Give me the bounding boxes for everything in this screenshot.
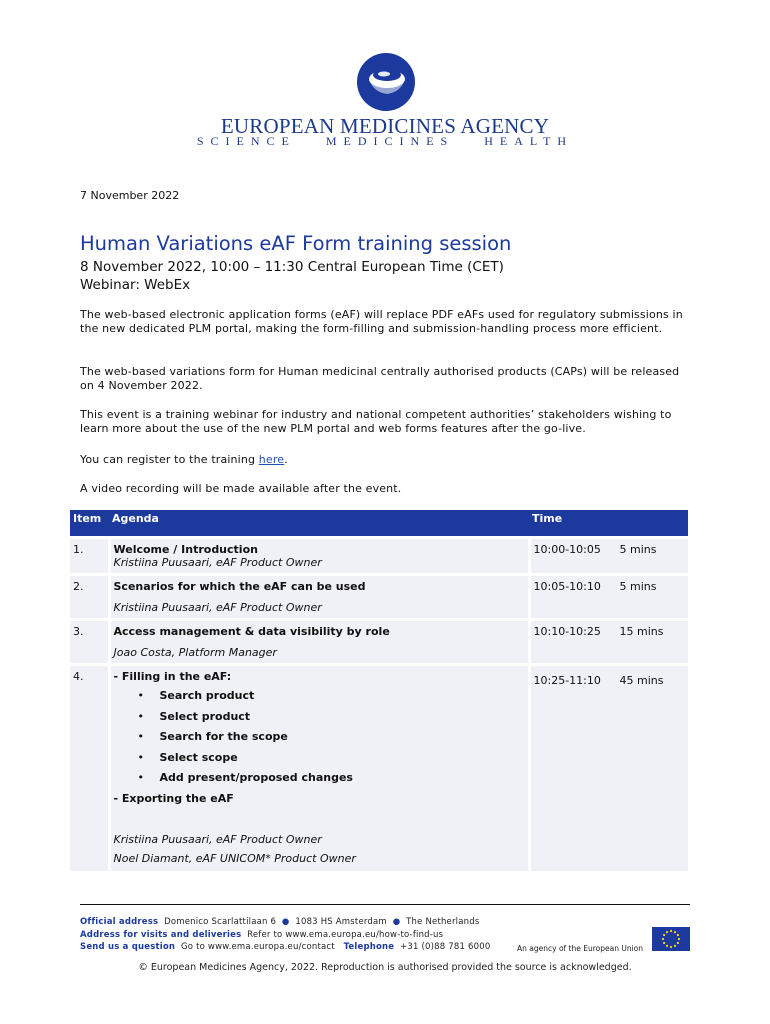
item-duration: 45 mins — [617, 665, 689, 871]
table-row — [70, 538, 688, 575]
eu-tagline: An agency of the European Union — [517, 944, 644, 953]
item-speaker: Kristiina Puusaari, eAF Product Owner — [113, 832, 322, 846]
list-item: • Search product — [114, 689, 525, 710]
list-item: • Select product — [114, 710, 525, 731]
document-date: 7 November 2022 — [80, 189, 180, 202]
list-item: • Add present/proposed changes — [114, 771, 525, 792]
question-value: Go to www.ema.europa.eu/contact — [181, 942, 335, 952]
item-duration: 5 mins — [617, 575, 689, 620]
event-details — [80, 258, 504, 294]
telephone-value: +31 (0)88 781 6000 — [400, 942, 491, 952]
item-duration: 5 mins — [617, 538, 689, 575]
agenda-header-row — [70, 510, 688, 538]
footer-visits — [80, 930, 443, 940]
register-paragraph — [80, 453, 690, 467]
address-street: Domenico Scarlattilaan 6 — [164, 917, 277, 927]
item-number: 1. — [70, 538, 109, 575]
item-time: 10:05-10:10 — [529, 575, 617, 620]
item-speaker: Kristiina Puusaari, eAF Product Owner — [113, 556, 322, 569]
telephone-label: Telephone — [343, 942, 395, 952]
item-time: 10:00-10:05 — [529, 538, 617, 575]
agency-name: EUROPEAN MEDICINES AGENCY — [220, 114, 550, 138]
agenda-cell — [109, 665, 529, 871]
address-label: Official address — [80, 917, 159, 927]
item-number: 2. — [70, 575, 109, 620]
table-row — [70, 620, 688, 665]
footer-divider — [80, 904, 690, 905]
list-item: • Select scope — [114, 751, 525, 772]
table-row — [70, 575, 688, 620]
question-label: Send us a question — [80, 942, 176, 952]
header-time: Time — [529, 510, 688, 538]
ema-logo-icon — [356, 52, 416, 112]
item-number: 3. — [70, 620, 109, 665]
agenda-cell — [109, 620, 529, 665]
item-time: 10:25-11:10 — [529, 665, 617, 871]
list-item: • Search for the scope — [114, 730, 525, 751]
agenda-table — [70, 510, 688, 871]
recording-paragraph: A video recording will be made available after the event. — [80, 482, 402, 495]
address-city: 1083 HS Amsterdam — [295, 917, 387, 927]
item-speaker: Joao Costa, Platform Manager — [113, 646, 277, 659]
event-date-time: 8 November 2022, 10:00 – 11:30 Central European Time (CET) — [80, 259, 504, 275]
header-item: Item — [70, 510, 109, 538]
intro-paragraph: The web-based electronic application forms (eAF) will replace PDF eAFs used for regulatory submissions in the new dedicated PLM portal, making the form-filling and submission-handling process more efficient. — [80, 308, 683, 335]
table-row — [70, 665, 688, 871]
visits-label: Address for visits and deliveries — [80, 930, 242, 940]
release-paragraph: The web-based variations form for Human medicinal centrally authorised products (CAPs) will be released on 4 November 2022. — [80, 365, 680, 392]
item-time: 10:10-10:25 — [529, 620, 617, 665]
item-number: 4. — [70, 665, 109, 871]
register-link[interactable]: here — [258, 453, 285, 466]
agency-tagline: SCIENCE MEDICINES HEALTH — [196, 134, 574, 148]
item-speaker: Noel Diamant, eAF UNICOM* Product Owner — [113, 851, 356, 865]
agenda-cell — [109, 575, 529, 620]
item-speaker: Kristiina Puusaari, eAF Product Owner — [113, 601, 322, 614]
item-subtitle: - Exporting the eAF — [113, 791, 234, 805]
agenda-cell — [109, 538, 529, 575]
header-agenda: Agenda — [109, 510, 529, 538]
eu-flag-icon — [652, 927, 690, 951]
item-duration: 15 mins — [617, 620, 689, 665]
footer-contact — [80, 942, 490, 952]
topic-list — [114, 689, 525, 792]
visits-value: Refer to www.ema.europa.eu/how-to-find-us — [247, 930, 444, 940]
audience-paragraph: This event is a training webinar for industry and national competent authorities’ stakeholders wishing to learn more about the use of the new PLM portal and web forms features after the go-live. — [80, 408, 672, 435]
register-suffix: . — [284, 453, 288, 466]
register-prefix: You can register to the training — [80, 453, 259, 466]
item-title: Scenarios for which the eAF can be used — [113, 580, 366, 593]
address-country: The Netherlands — [406, 917, 480, 927]
item-title: Welcome / Introduction — [113, 543, 258, 556]
copyright-notice: © European Medicines Agency, 2022. Reproduction is authorised provided the source is acknowledged. — [138, 962, 632, 973]
item-title: - Filling in the eAF: — [113, 670, 232, 683]
footer-address: Official address Domenico Scarlattilaan 6 ● 1083 HS Amsterdam ● The Netherlands — [80, 917, 480, 927]
event-venue: Webinar: WebEx — [80, 277, 191, 293]
page-title: Human Variations eAF Form training session — [80, 232, 512, 255]
item-title: Access management & data visibility by role — [113, 625, 390, 638]
